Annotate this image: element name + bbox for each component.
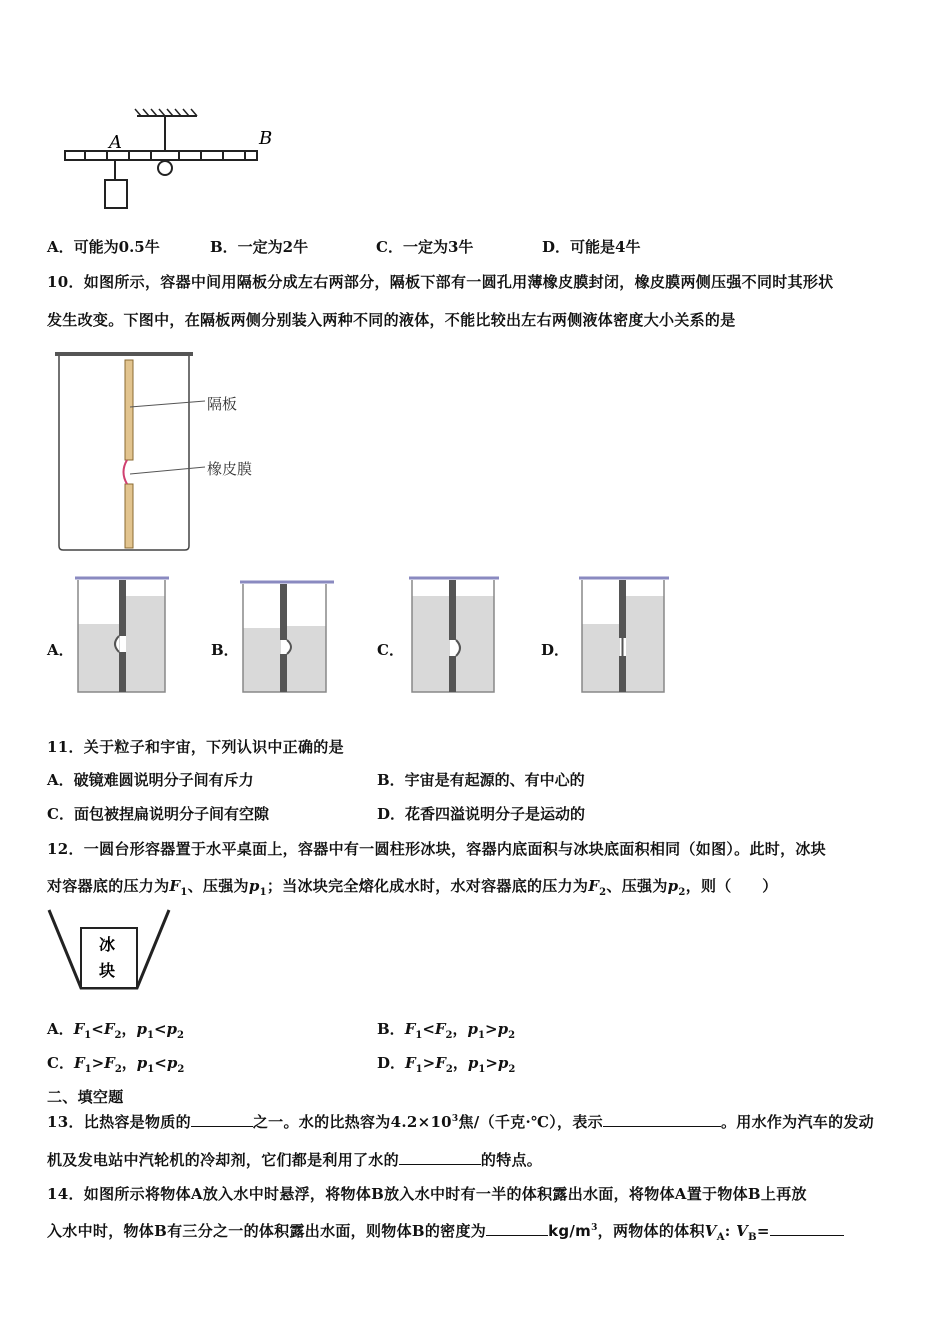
beaker-option-c[interactable]	[408, 576, 500, 696]
q11-stem: 11．关于粒子和宇宙，下列认识中正确的是	[47, 738, 344, 756]
q13-blank-3[interactable]	[399, 1150, 481, 1165]
q9-option-b[interactable]: B．一定为2牛	[210, 238, 309, 256]
q13-line1: 13．比热容是物质的 之一。水的比热容为$4.2\times 10^3$焦/（千克·℃），表示 。用水作为汽车的发动	[47, 1113, 874, 1131]
q13-blank-1[interactable]	[191, 1112, 253, 1127]
section-title-fill-in: 二、填空题	[47, 1088, 124, 1106]
beaker-option-d[interactable]	[578, 576, 670, 696]
q10-option-a-label[interactable]: A．	[47, 641, 74, 659]
q10-stem-line1: 10．如图所示，容器中间用隔板分成左右两部分，隔板下部有一圆孔用薄橡皮膜封闭，橡皮膜两侧压强不同时其形状	[47, 273, 834, 291]
q14-blank-1[interactable]	[486, 1221, 548, 1236]
lever-label-a: A	[109, 132, 122, 153]
ice-label-1: 冰	[99, 935, 116, 954]
label-partition: 隔板	[207, 395, 238, 413]
q11-option-c[interactable]: C．面包被捏扁说明分子间有空隙	[47, 805, 269, 823]
q14-line2: 入水中时，物体B有三分之一的体积露出水面，则物体B的密度为 $kg/m^3$，两物体的体积$V_A$: $V_B=$	[47, 1220, 844, 1243]
q13-line2: 机及发电站中汽轮机的冷却剂，它们都是利用了水的 的特点。	[47, 1151, 543, 1169]
q13-blank-2[interactable]	[603, 1112, 721, 1127]
q9-option-a[interactable]: A．可能为0.5牛	[47, 238, 160, 256]
beaker-option-a[interactable]	[74, 576, 170, 696]
q12-stem-line1: 12．一圆台形容器置于水平桌面上，容器中有一圆柱形冰块，容器内底面积与冰块底面积相同（如图）。此时，冰块	[47, 840, 826, 858]
lever-label-b: B	[259, 128, 273, 149]
q11-option-a[interactable]: A．破镜难圆说明分子间有斥力	[47, 771, 254, 789]
q14-blank-2[interactable]	[770, 1221, 844, 1236]
q12-option-b[interactable]: B．$F_1<F_2$，$p_1>p_2$	[377, 1020, 516, 1041]
q12-option-a[interactable]: A．$F_1<F_2$，$p_1<p_2$	[47, 1020, 184, 1041]
ice-label-2: 块	[99, 961, 116, 980]
q9-option-d[interactable]: D．可能是4牛	[542, 238, 641, 256]
q10-option-c-label[interactable]: C．	[377, 641, 404, 659]
q11-option-d[interactable]: D．花香四溢说明分子是运动的	[377, 805, 586, 823]
q12-option-c[interactable]: C．$F_1>F_2$，$p_1<p_2$	[47, 1054, 185, 1075]
callout-lines	[130, 395, 210, 485]
q10-stem-line2: 发生改变。下图中，在隔板两侧分别装入两种不同的液体，不能比较出左右两侧液体密度大小关系的是	[47, 311, 736, 329]
q9-option-c[interactable]: C．一定为3牛	[376, 238, 474, 256]
lever-figure	[55, 108, 285, 214]
q11-option-b[interactable]: B．宇宙是有起源的、有中心的	[377, 771, 585, 789]
q12-option-d[interactable]: D．$F_1>F_2$，$p_1>p_2$	[377, 1054, 516, 1075]
ice-container-figure	[45, 908, 175, 993]
beaker-option-b[interactable]	[239, 580, 335, 696]
label-membrane: 橡皮膜	[207, 460, 253, 478]
q10-option-d-label[interactable]: D．	[541, 641, 570, 659]
q10-option-b-label[interactable]: B．	[211, 641, 239, 659]
q14-line1: 14．如图所示将物体A放入水中时悬浮，将物体B放入水中时有一半的体积露出水面，将物体A置于物体B上再放	[47, 1185, 807, 1203]
q12-stem-line2: 对容器底的压力为$F_1$、压强为$p_1$；当冰块完全熔化成水时，水对容器底的压力为$F_2$、压强为$p_2$，则（ ）	[47, 877, 778, 898]
